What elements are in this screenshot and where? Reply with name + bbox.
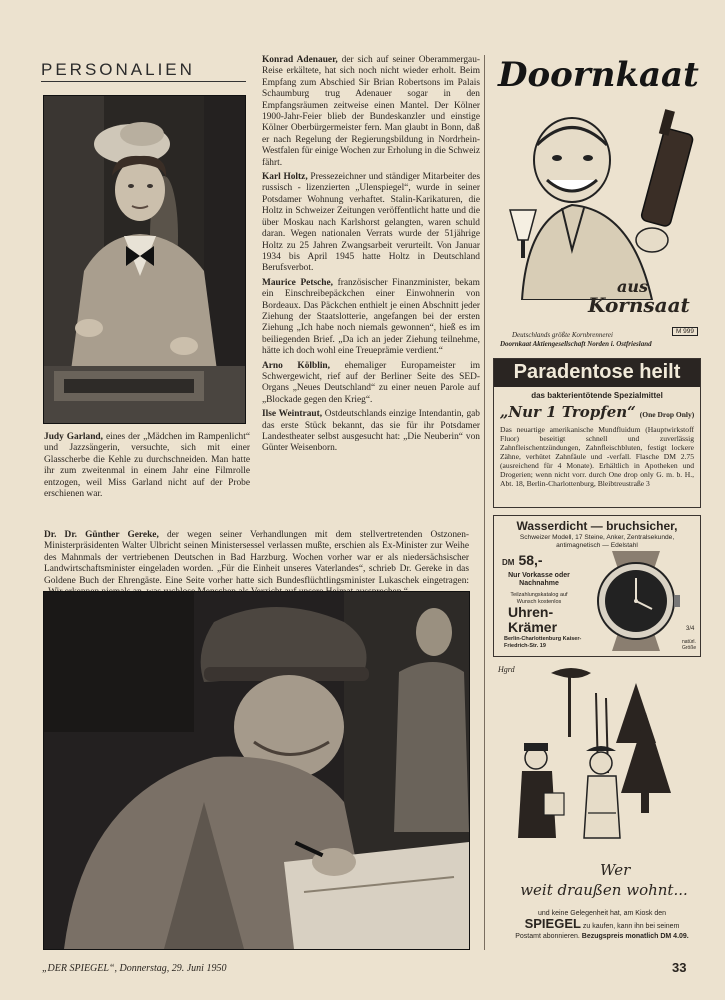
entry-name: Konrad Adenauer, xyxy=(262,55,338,65)
entry-text: Ostdeutschlands einzige Intendantin, gab das erste Stück bekannt, das sie für ihr Potsdamer Landestheater selbst ausgesucht hat: „Die Neuberin“ von Günter Weisenborn. xyxy=(262,409,480,454)
doornkaat-small2: Doornkaat Aktiengesellschaft Norden i. Ostfriesland xyxy=(500,340,652,348)
doornkaat-small1: Deutschlands größte Kornbrennerei xyxy=(512,331,613,339)
watch-illustration xyxy=(582,551,690,651)
uhren-fraction: 3/4 xyxy=(686,626,695,632)
uhren-price: 58,- xyxy=(518,552,543,568)
doornkaat-man-illustration xyxy=(502,100,697,300)
section-title: PERSONALIEN xyxy=(41,60,246,82)
uhren-brand2: Krämer xyxy=(508,619,558,635)
entry xyxy=(262,55,480,169)
paradentose-product-en: (One Drop Only) xyxy=(639,410,695,419)
paradentose-product: „Nur 1 Tropfen“ xyxy=(499,403,636,421)
spiegel-artist-signature: Hgrd xyxy=(498,665,515,674)
column-divider xyxy=(484,55,485,950)
caption-gereke-name: Dr. Dr. Günther Gereke, xyxy=(44,530,159,540)
caption-garland-text: eines der „Mädchen im Rampenlicht“ und Jazzsängerin, versuchte, sich mit einer Glasscherbe die Kehle zu durchschneiden. Man hatte ihr zum zweitenmal in einem Jahr eine Filmrolle entzogen, weil Miss Garland nicht auf der Probe erschienen war. xyxy=(44,432,250,500)
entry-text: der sich auf seiner Oberammergau-Reise erkältete, hat sich noch nicht wieder erholt. Beim Empfang zum Abschied Sir Brian Robertsons im Palais Schaumburg trug Adenauer sogar in den Empfangsräumen zeitweise einen Mantel. Der Kölner 1900-Jahr-Feier blieb der Bundeskanzler und einstige Kölner Oberbürgermeister fern. Man glaubt in Bonn, daß er nach Regelung der Regierungsbildung in Nordrhein-Westfalen für einige Wochen zur Erholung in die Schweiz fährt. xyxy=(262,55,481,168)
spiegel-body xyxy=(512,909,692,942)
spiegel-brand: SPIEGEL xyxy=(524,916,581,931)
uhren-spec: Schweizer Modell, 17 Steine, Anker, Zentralsekunde, antimagnetisch — Edelstahl xyxy=(519,534,675,549)
spiegel-slogan1: Wer xyxy=(600,861,631,879)
photo-gunther-gereke xyxy=(43,591,470,950)
doornkaat-tag2: Kornsaat xyxy=(588,293,690,317)
spiegel-body-mid: zu kaufen, kann ihn bei seinem Postamt abonnieren. xyxy=(515,923,680,940)
uhren-brand1: Uhren- xyxy=(508,604,554,620)
entries-column xyxy=(262,55,480,458)
doornkaat-stamp: M 999 xyxy=(672,327,698,336)
uhren-catalog: Teilzahlungskatalog auf Wunsch kostenlos xyxy=(510,592,568,605)
doornkaat-brand: Doornkaat xyxy=(498,55,699,95)
uhren-terms: Nur Vorkasse oder Nachnahme xyxy=(508,572,570,587)
entry xyxy=(262,409,480,455)
ad-doornkaat xyxy=(492,55,700,355)
entry-name: Ilse Weintraut, xyxy=(262,409,323,420)
ad-spiegel-abo xyxy=(492,663,700,950)
doornkaat-tag1: aus xyxy=(617,277,649,296)
caption-gereke-text: der wegen seiner Verhandlungen mit dem stellvertretenden Ostzonen-Ministerpräsidenten Walter Ulbricht seinen Ministersessel verlassen mußte, erschien als Ex-Minister zur Weihe des Mahnmals der vertriebenen Deutschen in Bad Harzburg. Wochen vorher war er als niedersächsischer Landwirtschaftsminister eingeladen worden. „Für die Einheit unseres Vaterlandes“, schrieb Dr. Gereke in das Goldene Buch der Ehrengäste. Eine Seite vorher hatte sich Bundesflüchtlingsminister Lukaschek eingetragen: xyxy=(44,530,470,586)
paradentose-body: Das neuartige amerikanische Mundfluidum (Hauptwirkstoff Fluor) beseitigt schnell und zuverlässig Zahnfleischentzündungen, Zahnfleischbluten, festigt lockere Zähne, verhütet Zahnfäule und -verfall. Flasche DM 2.75 (ausreichend für 4 Monate). Erhältlich in Apotheken und Drogerien; wenn nicht vorr. durch One drop only G. m. b. H., Abt. 18, Berlin-Charlottenburg, Bleibtreustraße 3 xyxy=(500,425,694,488)
entry xyxy=(262,361,480,407)
paradentose-sub: das bakterientötende Spezialmittel xyxy=(531,391,663,400)
entry-name: Maurice Petsche, xyxy=(262,277,333,288)
spiegel-slogan2: weit draußen wohnt... xyxy=(520,881,688,899)
entry-text: französischer Finanzminister, bekam ein Einschreibepäckchen einer Einwohnerin von Bordeaux. Das Päckchen enthielt je einen Abschnitt jeder Ziehung der Staatslotterie, angefangen bei der ersten Ziehung „Ich habe noch niemals gewonnen“, hieß es im beiliegenden Brief. „Da ich an jeder Ziehung teilnehme, hätte ich doch wohl eine Treueprämie verdient.“ xyxy=(262,277,480,357)
entry xyxy=(262,172,480,275)
entry-name: Arno Kölblin, xyxy=(262,360,330,371)
paradentose-headline: Paradentose heilt xyxy=(494,359,700,387)
entry-name: Karl Holtz, xyxy=(262,172,308,183)
uhren-size-note: natürl. Größe xyxy=(682,639,697,651)
forest-postman-illustration xyxy=(496,663,696,853)
entry-text: Pressezeichner und ständiger Mitarbeiter des russisch - lizenzierten „Ulenspiegel“, wurde in seiner Potsdamer Wohnung verhaftet. Stalin-Karikaturen, die Holtz in Schweizer Zeitungen veröffentlicht hatte und die über Moskau nach Karlshorst gelangten, waren schuld daran. Wegen nationalen Verrats wurde der 51jährige Holtz zu 25 Jahren Zwangsarbeit verurteilt. Von Januar 1934 bis April 1945 hatte Holtz in Deutschland Berufsverbot. xyxy=(262,172,481,274)
entry xyxy=(262,278,480,358)
caption-garland-name: Judy Garland, xyxy=(44,432,103,442)
ad-uhren-kraemer xyxy=(493,515,701,657)
spiegel-body-post: Bezugspreis monatlich DM 4.09. xyxy=(581,933,689,940)
ad-paradentose xyxy=(493,358,701,508)
footer-publication: „DER SPIEGEL“, Donnerstag, 29. Juni 1950 xyxy=(42,963,227,974)
garland-photo-illustration xyxy=(44,96,245,423)
uhren-price-prefix: DM xyxy=(502,558,515,567)
page-number: 33 xyxy=(672,960,687,975)
entry-text: ehemaliger Europameister im Schwergewicht, rief auf der Berliner Seite des SED-Organs „Neues Deutschland“ zu einer neuen Parole auf „Blockade gegen den Krieg“. xyxy=(262,360,480,405)
photo-judy-garland xyxy=(43,95,246,424)
caption-garland xyxy=(44,432,250,503)
uhren-address: Berlin-Charlottenburg Kaiser-Friedrich-Str. 19 xyxy=(504,636,582,649)
spiegel-body-pre: und keine Gelegenheit hat, am Kiosk den xyxy=(537,910,667,917)
uhren-headline: Wasserdicht — bruchsicher, xyxy=(516,519,678,533)
gereke-photo-illustration xyxy=(44,592,469,949)
